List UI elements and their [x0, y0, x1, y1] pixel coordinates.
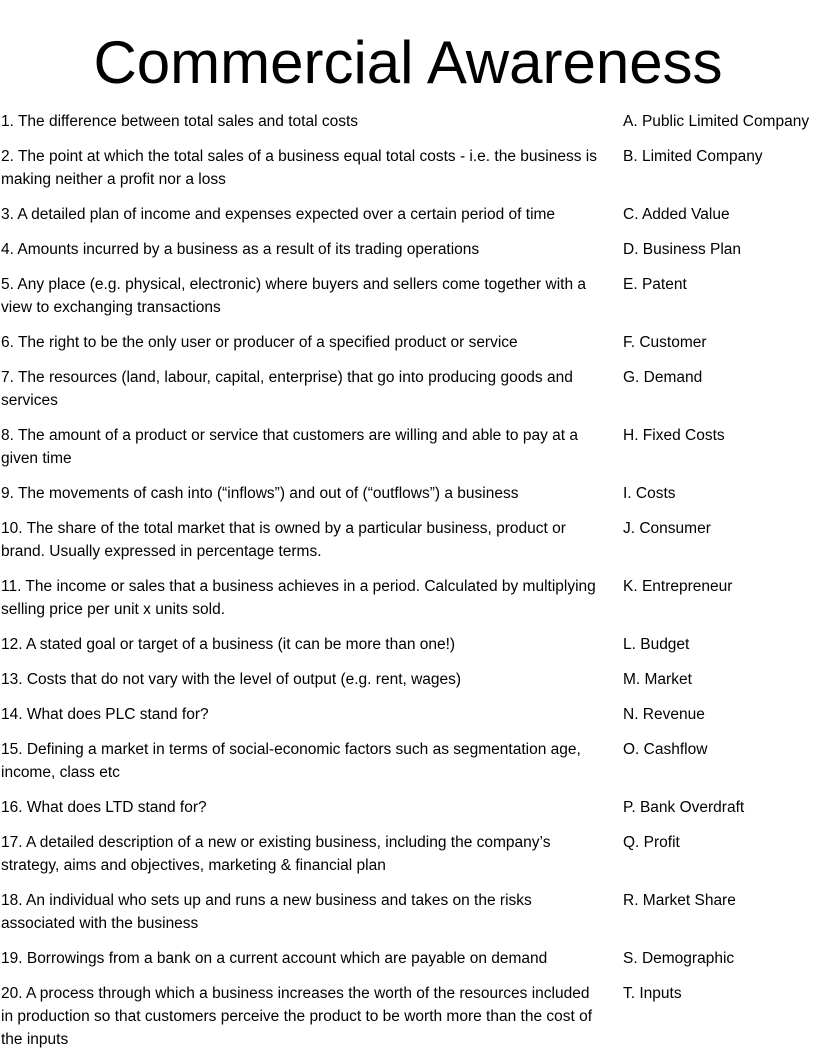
question-text: 10. The share of the total market that is owned by a particular business, product or brand. Usually expressed in percentage terms. — [1, 520, 566, 560]
list-item — [0, 238, 816, 261]
question-text: 20. A process through which a business increases the worth of the resources included in production so that customers perceive the product to be worth more than the cost of the inputs — [1, 985, 593, 1048]
list-item — [0, 517, 816, 563]
question-text: 9. The movements of cash into (“inflows”) and out of (“outflows”) a business — [1, 485, 519, 502]
list-item — [0, 703, 816, 726]
question-text: 7. The resources (land, labour, capital, enterprise) that go into producing goods and services — [1, 369, 573, 409]
list-item — [0, 575, 816, 621]
page-title: Commercial Awareness — [93, 29, 723, 96]
answer-option: P. Bank Overdraft — [623, 799, 745, 816]
question-text: 11. The income or sales that a business achieves in a period. Calculated by multiplying selling price per unit x units sold. — [1, 578, 596, 618]
question-text: 8. The amount of a product or service that customers are willing and able to pay at a given time — [1, 427, 578, 467]
answer-option: C. Added Value — [623, 206, 730, 223]
answer-option: A. Public Limited Company — [623, 113, 810, 130]
list-item — [0, 424, 816, 470]
answer-option: L. Budget — [623, 636, 690, 653]
matching-list — [0, 110, 816, 1063]
list-item — [0, 145, 816, 191]
question-text: 17. A detailed description of a new or existing business, including the company’s strategy, aims and objectives, marketing & financial plan — [1, 834, 551, 874]
question-text: 14. What does PLC stand for? — [1, 706, 209, 723]
question-text: 18. An individual who sets up and runs a new business and takes on the risks associated with the business — [1, 892, 532, 932]
question-text: 13. Costs that do not vary with the level of output (e.g. rent, wages) — [1, 671, 462, 688]
answer-option: M. Market — [623, 671, 692, 688]
answer-option: F. Customer — [623, 334, 707, 351]
list-item — [0, 203, 816, 226]
question-text: 3. A detailed plan of income and expenses expected over a certain period of time — [1, 206, 556, 223]
answer-option: E. Patent — [623, 276, 687, 293]
answer-option: N. Revenue — [623, 706, 705, 723]
question-text: 6. The right to be the only user or producer of a specified product or service — [1, 334, 518, 351]
list-item — [0, 668, 816, 691]
answer-option: B. Limited Company — [623, 148, 763, 165]
list-item — [0, 273, 816, 319]
answer-option: D. Business Plan — [623, 241, 742, 258]
list-item — [0, 366, 816, 412]
question-text: 1. The difference between total sales and total costs — [1, 113, 359, 130]
question-text: 5. Any place (e.g. physical, electronic) where buyers and sellers come together with a view to exchanging transactions — [1, 276, 586, 316]
answer-option: R. Market Share — [623, 892, 736, 909]
question-text: 2. The point at which the total sales of a business equal total costs - i.e. the business is making neither a profit nor a loss — [1, 148, 597, 188]
list-item — [0, 831, 816, 877]
answer-option: H. Fixed Costs — [623, 427, 725, 444]
list-item — [0, 633, 816, 656]
answer-option: O. Cashflow — [623, 741, 708, 758]
list-item — [0, 482, 816, 505]
list-item — [0, 796, 816, 819]
list-item — [0, 738, 816, 784]
question-text: 4. Amounts incurred by a business as a result of its trading operations — [1, 241, 480, 258]
list-item — [0, 982, 816, 1051]
answer-option: S. Demographic — [623, 950, 735, 967]
question-text: 15. Defining a market in terms of social-economic factors such as segmentation age, income, class etc — [1, 741, 581, 781]
answer-option: J. Consumer — [623, 520, 711, 537]
answer-option: K. Entrepreneur — [623, 578, 733, 595]
answer-option: I. Costs — [623, 485, 676, 502]
list-item — [0, 889, 816, 935]
list-item — [0, 947, 816, 970]
list-item — [0, 110, 816, 133]
list-item — [0, 331, 816, 354]
question-text: 19. Borrowings from a bank on a current account which are payable on demand — [1, 950, 548, 967]
question-text: 16. What does LTD stand for? — [1, 799, 207, 816]
answer-option: Q. Profit — [623, 834, 680, 851]
answer-option: G. Demand — [623, 369, 703, 386]
answer-option: T. Inputs — [623, 985, 682, 1002]
question-text: 12. A stated goal or target of a business (it can be more than one!) — [1, 636, 456, 653]
